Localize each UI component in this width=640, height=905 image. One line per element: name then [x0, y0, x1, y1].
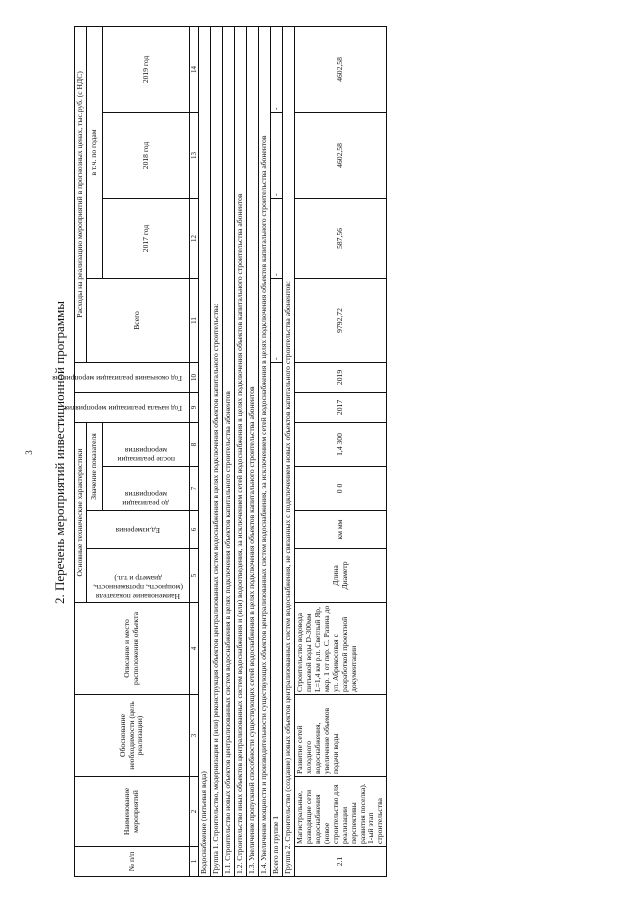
index-cell: 2	[189, 777, 198, 847]
col-before	[103, 467, 190, 511]
total-g1-2017: -	[270, 198, 282, 278]
col-num: № п/п	[75, 847, 190, 877]
total-g1-total: -	[270, 278, 282, 362]
total-g1-row	[270, 26, 282, 876]
row-2019: 4602,58	[294, 26, 387, 112]
col-year-end-label: Год окончания реализации мероприятия	[52, 373, 182, 383]
col-name: Наименование мероприятий	[75, 777, 190, 847]
section-group2-row	[282, 26, 294, 876]
row-before: 0 0	[294, 467, 387, 511]
col-value-group: Значение показателя	[86, 422, 102, 510]
index-cell: 4	[189, 603, 198, 695]
section-g1-2-row	[235, 26, 247, 876]
col-incl: в т.ч. по годам	[86, 26, 102, 278]
row-num: 2.1	[294, 847, 387, 877]
index-cell: 7	[189, 467, 198, 511]
section-g1-1-row	[223, 26, 235, 876]
col-cost-group: Расходы на реализацию мероприятий в прогнозных ценах, тыс.руб. (с НДС)	[75, 26, 87, 362]
index-row	[189, 26, 198, 876]
section-group2: Группа 2. Строительство (создание) новых объектов централизованных систем водоснабжения, не связанных с подключением новых объектов капитального строительства абонентов:	[282, 26, 294, 876]
section-g1-4-row	[258, 26, 270, 876]
col-desc: Описание и место расположения объекта	[75, 603, 190, 695]
index-cell: 12	[189, 198, 198, 278]
index-cell: 5	[189, 549, 198, 603]
row-reason: Развитие сетей холодного водоснабжения, увеличение объемов подачи воды	[294, 695, 387, 777]
section-water-row	[199, 26, 211, 876]
section-g1-4: 1.4. Увеличение мощности и производительности существующих объектов централизованных систем водоснабжения, за исключением сетей водоснабжения в целях подключения объектов капитального строительства абонентов	[258, 26, 270, 876]
index-cell: 13	[189, 112, 198, 198]
row-year-end: 2019	[294, 362, 387, 392]
col-year-start	[64, 392, 190, 422]
section-g1-3-row	[247, 26, 259, 876]
row-desc: Строительство водовода питьевой воды D-300мм L=1,4 км р.п. Светлый Яр, мкр. 1 от пер. С. Разина до ул. Абрикосовая с разработкой проектной документации	[294, 603, 387, 695]
col-total: Всего	[86, 278, 189, 362]
col-2017: 2017 год	[103, 198, 190, 278]
index-cell: 6	[189, 511, 198, 549]
col-year-end	[52, 362, 190, 392]
col-2018: 2018 год	[103, 112, 190, 198]
col-after	[103, 422, 190, 466]
row-tech-name: Длина Диаметр	[294, 549, 387, 603]
col-year-start-label: Год начала реализации мероприятия	[64, 403, 182, 413]
index-cell: 9	[189, 392, 198, 422]
row-after: 1,4 300	[294, 422, 387, 466]
row-2017: 587,56	[294, 198, 387, 278]
index-cell: 1	[189, 847, 198, 877]
page-number: 3	[24, 450, 34, 455]
col-tech-name	[86, 549, 189, 603]
col-unit	[86, 511, 189, 549]
header-row-1	[75, 26, 87, 876]
section-g1-1: 1.1. Строительство новых объектов централизованных систем водоснабжения в целях подключения объектов капитального строительства абонентов	[223, 26, 235, 876]
col-tech-group: Основные технические характеристики	[75, 422, 87, 602]
index-cell: 8	[189, 422, 198, 466]
row-unit: км мм	[294, 511, 387, 549]
index-cell: 10	[189, 362, 198, 392]
col-tech-name-label: Наименование показателя (мощность, протяженность, диаметр и т.п.)	[92, 574, 183, 601]
section-g1-3: 1.3. Увеличение пропускной способности существующих сетей водоснабжения в целях подключения объектов капитального строительства абонентов	[247, 26, 259, 876]
col-unit-label: Ед.измерения	[115, 525, 161, 535]
section-group1: Группа 1. Строительство, модернизация и (или) реконструкция объектов централизованных систем водоснабжения в целях подключения объектов капитального строительства:	[211, 26, 223, 876]
row-name: Магистральные, разводящие сети водоснабжения (новое строительство для реализации перспективы развития поселка). 1-ый этап строительства	[294, 777, 387, 847]
index-cell: 14	[189, 26, 198, 112]
col-before-label: до реализации мероприятия	[122, 490, 170, 509]
total-g1-label: Всего по группе 1	[270, 362, 282, 876]
page-title: 2. Перечень мероприятий инвестиционной программы	[52, 300, 67, 605]
row-total: 9792,72	[294, 278, 387, 362]
index-cell: 11	[189, 278, 198, 362]
section-water: Водоснабжение (питьевая вода)	[199, 26, 211, 876]
section-group1-row	[211, 26, 223, 876]
index-cell: 3	[189, 695, 198, 777]
section-g1-2: 1.2. Строительство иных объектов централизованных систем водоснабжения и (или) водоотведения, за исключением сетей водоснабжения в целях подключения объектов капитального строительства абонентов	[235, 26, 247, 876]
row-year-start: 2017	[294, 392, 387, 422]
col-reason: Обоснование необходимости (цель реализации)	[75, 695, 190, 777]
row-2018: 4602,58	[294, 112, 387, 198]
col-2019: 2019 год	[103, 26, 190, 112]
total-g1-2018: -	[270, 112, 282, 198]
total-g1-2019: -	[270, 26, 282, 112]
col-after-label: после реализации мероприятия	[117, 446, 175, 465]
table-row	[294, 26, 387, 876]
